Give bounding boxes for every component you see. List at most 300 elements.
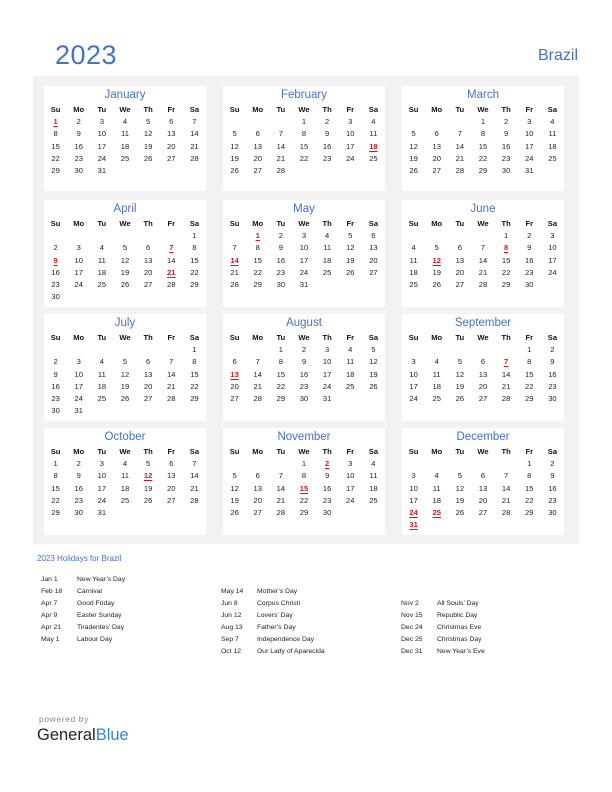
empty-cell [402,458,425,470]
day: 22 [51,495,60,505]
weekday-label: We [298,105,310,114]
day: 27 [230,393,239,403]
day: 17 [74,381,83,391]
weekday-label: Fr [525,333,534,342]
day: 9 [325,471,330,481]
holiday-day: 13 [230,369,239,379]
holiday-day: 8 [504,243,509,253]
day: 25 [346,381,355,391]
day: 13 [432,141,441,151]
day: 26 [409,165,418,175]
weekday-label: Mo [73,447,85,456]
day: 7 [169,357,174,367]
weekday-label: Th [322,333,332,342]
day: 6 [169,459,174,469]
day: 16 [501,141,511,151]
day: 8 [192,357,197,367]
day: 12 [143,129,153,139]
day: 28 [190,495,199,505]
empty-cell [402,230,425,242]
month-february [223,86,385,191]
empty-cell [90,230,113,242]
weekday-header [223,446,385,458]
day: 21 [190,483,199,493]
weekday-label: Th [143,447,153,456]
day: 19 [143,483,153,493]
day: 24 [74,393,83,403]
day: 10 [97,129,107,139]
day: 20 [478,495,488,505]
day: 6 [255,129,260,139]
day: 28 [276,507,286,517]
day: 7 [278,129,283,139]
holidays-title: 2023 Holidays for Brazil [37,554,122,563]
day: 23 [276,267,286,277]
day: 28 [501,393,511,403]
day: 16 [51,267,60,277]
day: 28 [455,165,465,175]
holiday-date: Apr 21 [41,624,62,631]
holiday-column [401,598,485,658]
day: 17 [346,141,355,151]
day: 26 [455,507,465,517]
day: 30 [276,279,286,289]
day: 10 [346,129,355,139]
day: 11 [369,129,378,139]
weekday-label: Su [408,219,419,228]
empty-cell [246,458,269,470]
holiday-day: 9 [53,255,58,265]
day: 18 [432,495,441,505]
day: 21 [501,495,511,505]
weekday-header [223,218,385,230]
holiday-date: Sep 7 [221,636,239,643]
day: 28 [167,393,176,403]
day: 14 [190,471,199,481]
day: 19 [230,153,239,163]
day: 15 [276,369,286,379]
holiday-day: 2 [325,459,330,469]
day: 18 [346,369,355,379]
day: 30 [322,507,332,517]
day: 1 [504,231,509,241]
day: 10 [299,243,309,253]
weekday-label: Fr [346,105,355,114]
empty-cell [448,344,471,356]
day: 27 [455,279,465,289]
day: 17 [74,267,83,277]
day-grid [402,116,564,177]
month-title: January [104,89,146,101]
day: 11 [548,129,557,139]
day: 17 [97,141,107,151]
day: 3 [411,357,416,367]
weekday-label: Th [322,105,332,114]
day: 3 [527,117,532,127]
day: 25 [120,495,130,505]
weekday-label: Su [229,447,240,456]
day: 23 [322,495,332,505]
day: 24 [346,495,355,505]
holiday-name: Lovers’ Day [257,612,293,619]
weekday-label: Tu [97,219,107,228]
day: 13 [167,129,176,139]
weekday-label: Tu [97,447,107,456]
day: 20 [455,267,465,277]
day: 3 [76,357,81,367]
day: 22 [253,267,262,277]
holiday-item [221,622,325,634]
month-title: November [277,431,331,443]
holiday-day: 12 [143,471,153,481]
generalblue-logo[interactable] [37,726,129,745]
day: 16 [548,369,557,379]
holiday-name: All Souls’ Day [437,600,479,607]
weekday-label: We [298,447,310,456]
day: 1 [527,345,532,355]
day: 27 [369,267,378,277]
day: 16 [525,255,534,265]
empty-cell [223,458,246,470]
weekday-label: Th [143,219,153,228]
empty-cell [448,458,471,470]
weekday-label: Fr [167,105,176,114]
day: 3 [550,231,555,241]
day: 15 [501,255,511,265]
empty-cell [425,344,448,356]
weekday-label: Mo [252,219,264,228]
day: 6 [434,129,439,139]
weekday-label: Sa [547,219,558,228]
month-title: August [286,317,322,329]
weekday-label: Sa [189,447,200,456]
day: 25 [120,153,130,163]
day: 28 [478,279,488,289]
day: 2 [550,459,555,469]
day: 16 [299,369,309,379]
holiday-day: 15 [299,483,309,493]
day: 26 [120,279,130,289]
day: 2 [53,357,58,367]
day: 21 [501,381,511,391]
day: 6 [146,357,151,367]
day: 27 [167,495,176,505]
day: 27 [253,165,262,175]
weekday-label: Th [322,447,332,456]
day: 5 [348,231,353,241]
day: 13 [167,471,176,481]
holiday-item [41,622,125,634]
day: 30 [548,507,557,517]
day: 6 [146,243,151,253]
day: 12 [455,369,465,379]
holiday-date: Nov 2 [401,600,419,607]
day: 20 [478,381,488,391]
weekday-label: Th [501,105,511,114]
empty-cell [471,344,494,356]
day: 12 [409,141,418,151]
day: 11 [409,255,418,265]
day: 15 [525,369,534,379]
day: 5 [122,243,128,253]
day: 22 [525,381,534,391]
day: 10 [409,483,418,493]
day-grid [44,230,206,303]
day: 30 [299,393,309,403]
holiday-date: Jun 8 [221,600,238,607]
month-october [44,428,206,535]
day: 28 [253,393,262,403]
day: 4 [371,117,376,127]
day: 12 [120,369,130,379]
day: 25 [97,393,107,403]
day: 2 [527,231,532,241]
day: 10 [322,357,332,367]
day: 22 [501,267,511,277]
day: 6 [480,357,486,367]
day: 10 [74,369,83,379]
day: 7 [192,117,197,127]
day: 2 [301,345,307,355]
holiday-date: May 1 [41,636,60,643]
day: 31 [74,406,83,416]
day: 14 [501,369,511,379]
day: 8 [527,357,532,367]
day: 9 [325,129,330,139]
day: 13 [253,483,262,493]
month-title: February [280,89,328,101]
weekday-label: Mo [431,105,443,114]
holiday-day: 7 [169,243,174,253]
day: 9 [527,243,532,253]
day: 2 [76,459,81,469]
holiday-item [221,646,325,658]
holiday-name: Our Lady of Aparecida [257,648,325,655]
day: 24 [299,267,309,277]
empty-cell [67,344,90,356]
weekday-label: Tu [455,105,465,114]
weekday-label: Th [143,105,153,114]
day: 6 [232,357,237,367]
year-title: 2023 [55,40,118,70]
holiday-item [41,610,125,622]
day: 11 [323,243,332,253]
day: 6 [255,471,260,481]
day: 3 [76,243,81,253]
empty-cell [425,230,448,242]
day: 29 [51,507,60,517]
month-title: December [456,431,510,443]
day: 29 [253,279,262,289]
month-november [223,428,385,535]
holiday-day: 14 [230,255,239,265]
day: 26 [369,381,378,391]
weekday-label: Tu [455,219,465,228]
day: 19 [120,267,130,277]
day: 10 [346,471,355,481]
holiday-item [221,634,325,646]
weekday-label: Tu [276,333,286,342]
day: 29 [299,507,309,517]
day: 5 [371,345,376,355]
day: 20 [369,255,378,265]
day: 6 [371,231,376,241]
day: 1 [301,459,307,469]
day: 14 [478,255,488,265]
day-grid [44,116,206,177]
empty-cell [67,230,90,242]
holiday-date: Feb 18 [41,588,63,595]
day: 26 [230,165,239,175]
day: 8 [255,243,260,253]
day: 18 [97,381,107,391]
day: 22 [190,267,199,277]
day: 19 [369,369,378,379]
day: 17 [346,483,355,493]
day: 29 [478,165,488,175]
holiday-day: 18 [369,141,378,151]
day: 30 [74,165,83,175]
holiday-item [41,634,125,646]
day: 7 [457,129,462,139]
weekday-label: Mo [252,105,264,114]
day: 12 [346,243,355,253]
day: 17 [548,255,557,265]
day: 16 [322,141,332,151]
holiday-day: 24 [409,507,418,517]
day: 11 [121,129,129,139]
day: 26 [432,279,441,289]
day: 17 [299,255,309,265]
day: 4 [122,459,128,469]
day: 20 [253,153,262,163]
day: 18 [97,267,107,277]
day: 27 [167,153,176,163]
day: 29 [525,507,534,517]
day: 19 [230,495,239,505]
day-grid [223,344,385,405]
weekday-label: Sa [547,447,558,456]
day: 19 [346,255,355,265]
empty-cell [160,230,183,242]
holiday-item [401,646,485,658]
day: 26 [230,507,239,517]
day: 1 [301,117,307,127]
empty-cell [160,344,183,356]
empty-cell [495,458,518,470]
day: 5 [146,459,151,469]
day: 13 [478,483,488,493]
holiday-name: Father’s Day [257,624,296,631]
holiday-item [221,586,325,598]
day: 14 [167,255,176,265]
day: 5 [122,357,128,367]
day: 18 [120,141,130,151]
month-january [44,86,206,191]
empty-cell [425,116,448,128]
day: 31 [97,165,107,175]
holiday-name: Christmas Day [437,636,482,643]
day: 12 [230,483,239,493]
day: 27 [432,165,441,175]
weekday-label: Tu [455,447,465,456]
day: 18 [369,483,378,493]
day: 9 [550,471,555,481]
day: 18 [322,255,332,265]
weekday-label: Mo [73,105,85,114]
holiday-item [41,574,125,586]
weekday-label: Su [229,219,240,228]
day: 20 [143,381,153,391]
holiday-date: Dec 25 [401,636,423,643]
day: 30 [51,406,60,416]
weekday-label: We [477,105,489,114]
day: 27 [478,393,488,403]
day: 14 [501,483,511,493]
weekday-label: Mo [431,219,443,228]
day: 25 [432,393,441,403]
day: 29 [190,393,199,403]
empty-cell [246,116,269,128]
day: 15 [51,483,60,493]
day: 11 [432,369,441,379]
weekday-label: Th [322,219,332,228]
day: 13 [143,369,153,379]
month-title: October [104,431,146,443]
day: 26 [143,495,153,505]
day: 8 [480,129,486,139]
day: 9 [76,471,81,481]
weekday-label: Fr [346,333,355,342]
day: 11 [369,471,378,481]
empty-cell [113,230,136,242]
day: 1 [192,345,197,355]
holiday-day: 7 [504,357,509,367]
day: 9 [76,129,81,139]
day: 17 [409,381,418,391]
day: 4 [434,471,439,481]
day: 2 [504,117,509,127]
weekday-label: Tu [276,219,286,228]
day: 3 [325,345,330,355]
day: 31 [322,393,332,403]
weekday-label: Th [501,219,511,228]
day-grid [402,458,564,531]
empty-cell [44,344,67,356]
day: 20 [167,483,176,493]
weekday-label: Fr [167,219,176,228]
holiday-date: Jun 12 [221,612,242,619]
day: 18 [432,381,441,391]
day: 9 [504,129,509,139]
day: 20 [432,153,441,163]
month-title: September [454,317,512,329]
day: 21 [478,267,488,277]
empty-cell [246,344,269,356]
day: 26 [120,393,130,403]
day: 12 [455,483,465,493]
holiday-name: Christmas Eve [437,624,482,631]
holiday-name: Mother’s Day [257,588,298,595]
day: 5 [232,471,237,481]
month-april [44,200,206,307]
country-title: Brazil [537,47,578,64]
day: 31 [97,507,107,517]
day: 13 [478,369,488,379]
day: 9 [550,357,555,367]
weekday-label: Su [50,105,61,114]
day-grid [402,344,564,405]
